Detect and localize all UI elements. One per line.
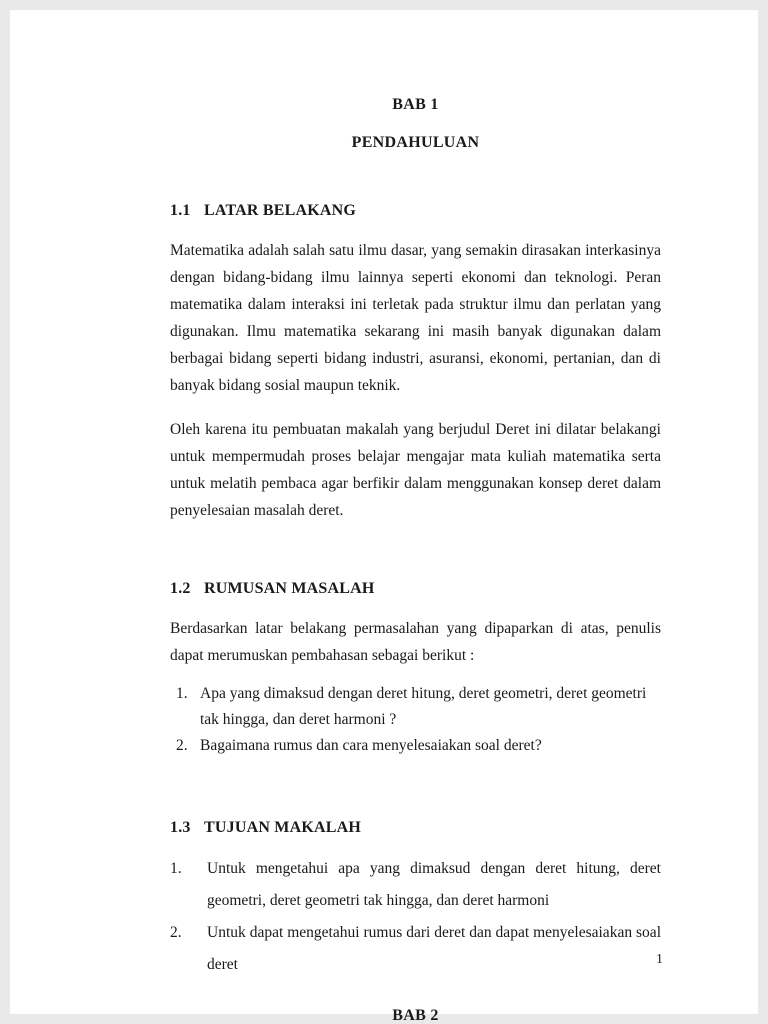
page-number: 1 xyxy=(656,952,663,967)
list-item-number: 2. xyxy=(170,924,182,941)
page-content xyxy=(10,10,758,1024)
section-1-1-paragraph-2: Oleh karena itu pembuatan makalah yang berjudul Deret ini dilatar belakangi untuk mempermudah proses belajar mengajar mata kuliah matematika serta untuk melatih pembaca agar berfikir dalam menggunakan konsep deret dalam penyelesaian masalah deret. xyxy=(170,421,661,519)
section-1-2-number: 1.2 xyxy=(170,580,191,597)
list-item-text: Bagaimana rumus dan cara menyelesaiakan soal deret? xyxy=(200,737,542,754)
section-1-2-heading xyxy=(170,580,661,598)
chapter-2-heading: BAB 2 xyxy=(392,1007,439,1024)
rumusan-masalah-list xyxy=(170,681,661,759)
chapter-1-heading: BAB 1 xyxy=(392,96,439,113)
chapter-1-title: PENDAHULUAN xyxy=(351,134,480,151)
list-item-number: 2. xyxy=(176,737,188,754)
tujuan-makalah-list xyxy=(170,853,661,981)
section-1-3-label: TUJUAN MAKALAH xyxy=(204,819,362,836)
document-page xyxy=(10,10,758,1024)
list-item-number: 1. xyxy=(176,685,188,702)
list-item xyxy=(170,681,661,733)
list-item-text: Untuk dapat mengetahui rumus dari deret dan dapat menyelesaiakan soal deret xyxy=(207,924,661,973)
section-1-3-heading xyxy=(170,819,661,837)
section-1-1-heading xyxy=(170,202,661,220)
section-1-1-number: 1.1 xyxy=(170,202,191,219)
section-1-3-number: 1.3 xyxy=(170,819,191,836)
list-item xyxy=(170,733,661,759)
section-1-1-label: LATAR BELAKANG xyxy=(204,202,357,219)
section-1-2-label: RUMUSAN MASALAH xyxy=(204,580,375,597)
list-item-number: 1. xyxy=(170,860,182,877)
list-item xyxy=(170,853,661,917)
section-1-2-intro: Berdasarkan latar belakang permasalahan yang dipaparkan di atas, penulis dapat merumuskan pembahasan sebagai berikut : xyxy=(170,620,661,664)
section-1-1-paragraph-1: Matematika adalah salah satu ilmu dasar, yang semakin dirasakan interkasinya dengan bidang-bidang ilmu lainnya seperti ekonomi dan teknologi. Peran matematika dalam interaksi ini terletak pada struktur ilmu dan perlatan yang digunakan. Ilmu matematika sekarang ini masih banyak digunakan dalam berbagai bidang seperti bidang industri, asuransi, ekonomi, pertanian, dan di banyak bidang sosial maupun teknik. xyxy=(170,242,661,394)
list-item-text: Untuk mengetahui apa yang dimaksud dengan deret hitung, deret geometri, deret geometri tak hingga, dan deret harmoni xyxy=(207,860,661,909)
list-item xyxy=(170,917,661,981)
list-item-text: Apa yang dimaksud dengan deret hitung, deret geometri, deret geometri tak hingga, dan deret harmoni ? xyxy=(200,685,647,728)
